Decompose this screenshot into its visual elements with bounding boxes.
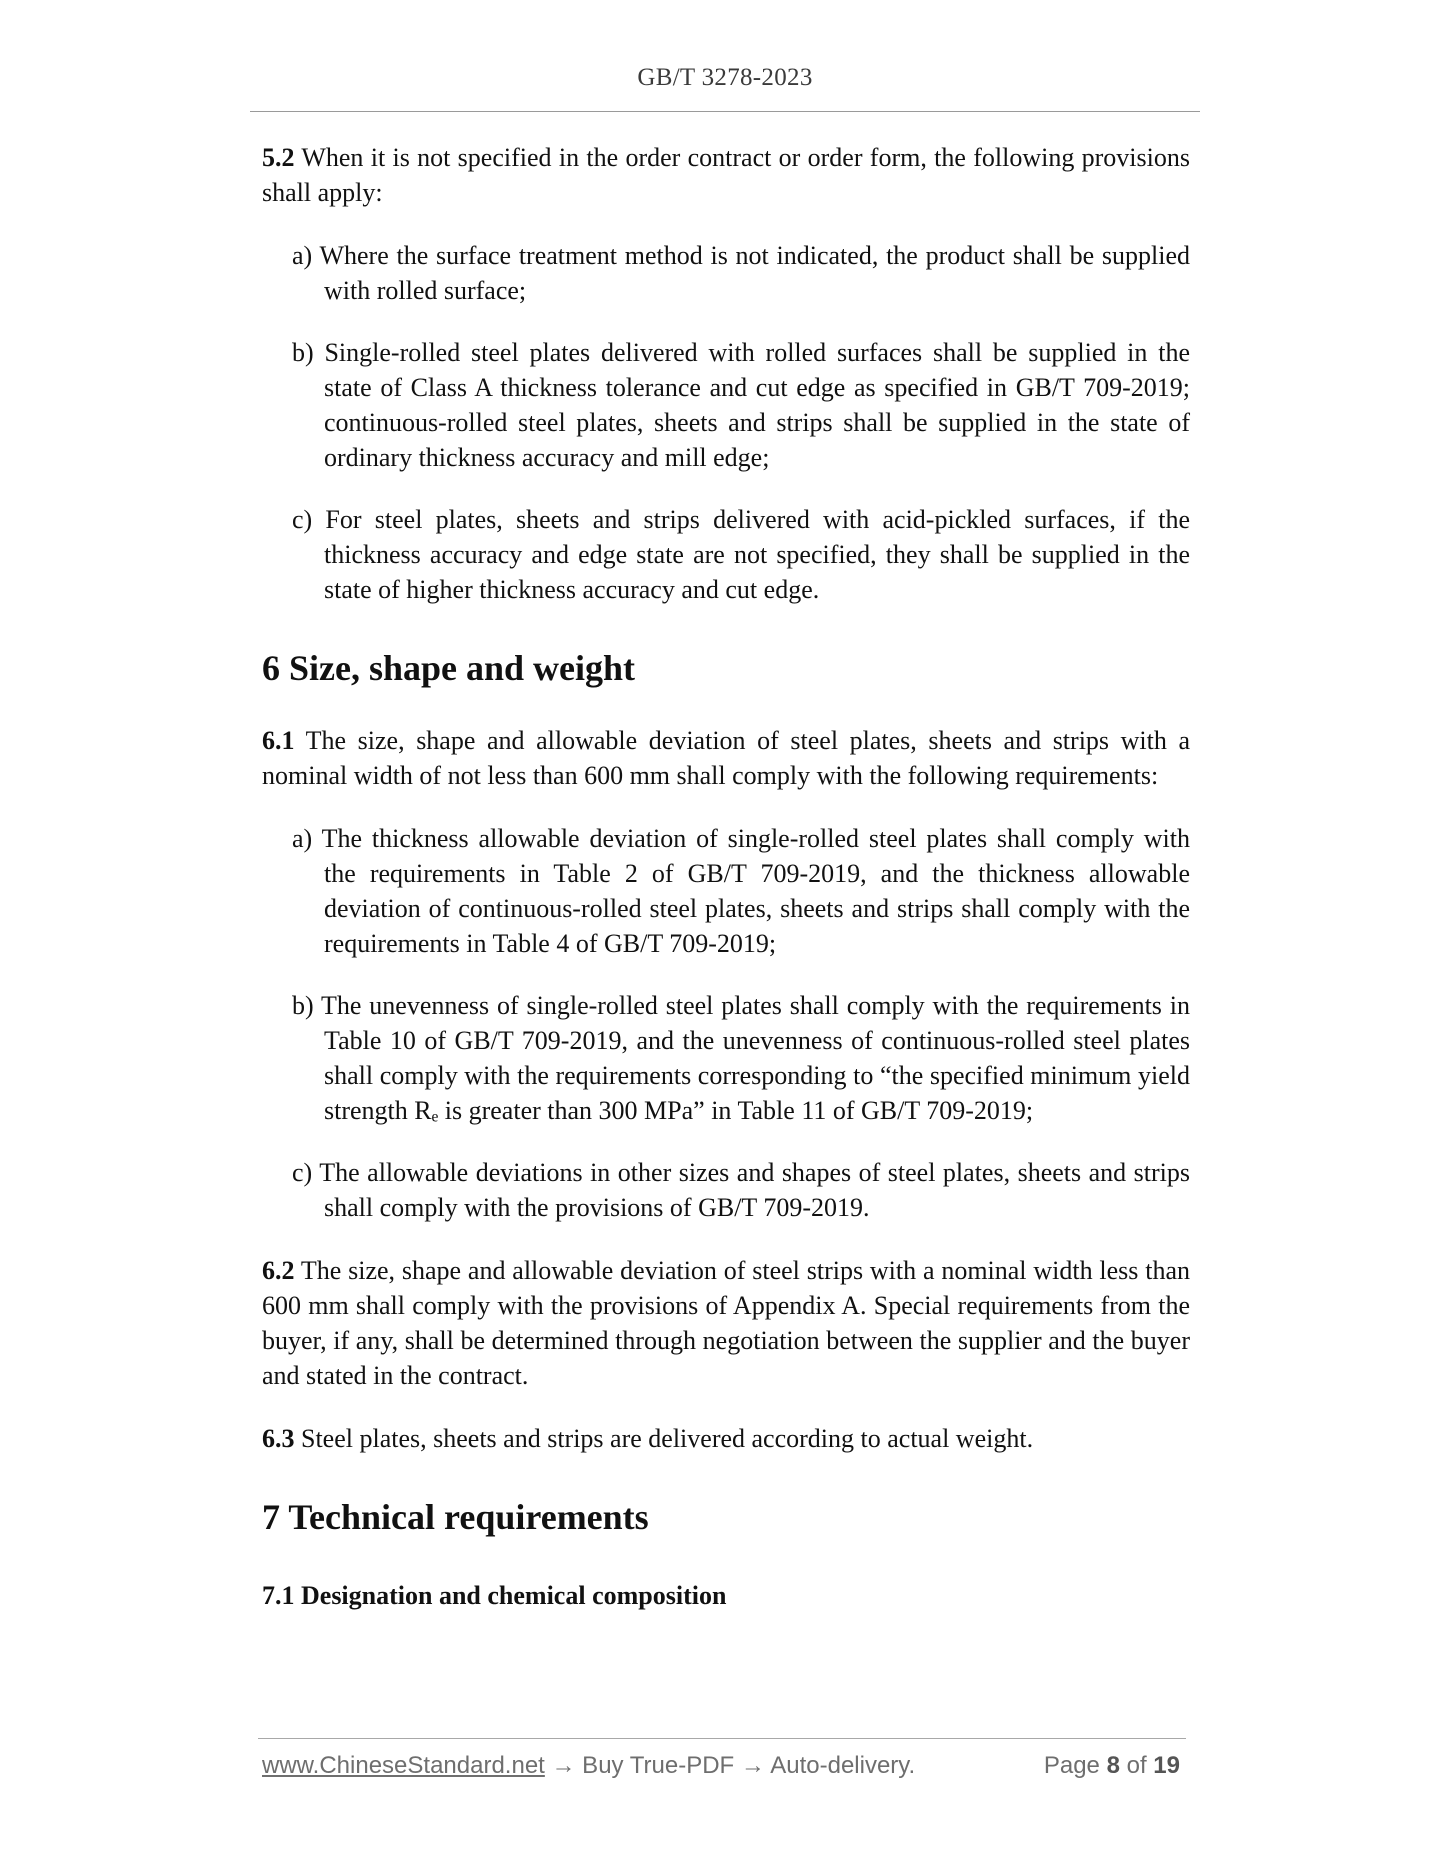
page-total: 19 bbox=[1153, 1752, 1180, 1779]
document-header: GB/T 3278-2023 bbox=[637, 64, 813, 91]
clause-6-1 bbox=[262, 723, 1190, 793]
page-current: 8 bbox=[1106, 1752, 1120, 1779]
list-item: b) Single-rolled steel plates delivered with rolled surfaces shall be supplied in the state of Class A thickness tolerance and cut edge as specified in GB/T 709-2019; continuous-rolled steel plates, sheets and strips shall be supplied in the state of ordinary thickness accuracy and mill edge; bbox=[292, 338, 1190, 472]
list-item: b) The unevenness of single-rolled steel plates shall comply with the requirements in Table 10 of GB/T 709-2019, and the unevenness of continuous-rolled steel plates shall comply with the requirements corresponding to “the specified minimum yield strength Rₑ is greater than 300 MPa” in Table 11 of GB/T 709-2019; bbox=[292, 991, 1190, 1125]
page-number bbox=[1044, 1752, 1180, 1780]
list-item: a) The thickness allowable deviation of single-rolled steel plates shall comply with the requirements in Table 2 of GB/T 709-2019, and the thickness allowable deviation of continuous-rolled steel plates, sheets and strips shall comply with the requirements in Table 4 of GB/T 709-2019; bbox=[292, 824, 1190, 958]
section-heading-6: 6 Size, shape and weight bbox=[262, 648, 636, 688]
header-divider bbox=[250, 111, 1200, 112]
clause-text: Steel plates, sheets and strips are delivered according to actual weight. bbox=[301, 1424, 1034, 1453]
clause-text: When it is not specified in the order contract or order form, the following provisions shall apply: bbox=[262, 143, 1190, 207]
clause-6-1-list bbox=[292, 821, 1190, 1225]
footer-promo bbox=[262, 1752, 915, 1780]
clause-6-2 bbox=[262, 1253, 1190, 1393]
subsection-heading-7-1: 7.1 Designation and chemical composition bbox=[262, 1581, 727, 1610]
clause-5-2-list bbox=[292, 238, 1190, 607]
section-heading-7: 7 Technical requirements bbox=[262, 1497, 649, 1537]
clause-number: 6.2 bbox=[262, 1256, 295, 1285]
website-link[interactable]: www.ChineseStandard.net bbox=[262, 1752, 545, 1779]
page-label: Page bbox=[1043, 1752, 1100, 1779]
clause-text: The size, shape and allowable deviation of steel plates, sheets and strips with a nominal width of not less than 600 mm shall comply with the following requirements: bbox=[262, 726, 1190, 790]
clause-5-2 bbox=[262, 140, 1190, 210]
clause-6-3 bbox=[262, 1421, 1190, 1456]
clause-text: The size, shape and allowable deviation of steel strips with a nominal width less than 600 mm shall comply with the provisions of Appendix A. Special requirements from the buyer, if any, shall be determined through negotiation between the supplier and the buyer and stated in the contract. bbox=[262, 1256, 1191, 1390]
clause-number: 6.3 bbox=[262, 1424, 295, 1453]
list-item: a) Where the surface treatment method is not indicated, the product shall be supplied with rolled surface; bbox=[292, 241, 1190, 305]
footer-divider bbox=[258, 1738, 1186, 1739]
page-content bbox=[262, 140, 1190, 1613]
page-of: of bbox=[1126, 1752, 1147, 1779]
list-item: c) The allowable deviations in other sizes and shapes of steel plates, sheets and strips shall comply with the provisions of GB/T 709-2019. bbox=[292, 1158, 1190, 1222]
clause-number: 6.1 bbox=[262, 726, 295, 755]
footer-tagline: → Buy True-PDF → Auto-delivery. bbox=[544, 1752, 916, 1779]
list-item: c) For steel plates, sheets and strips delivered with acid-pickled surfaces, if the thickness accuracy and edge state are not specified, they shall be supplied in the state of higher thickness accuracy and cut edge. bbox=[292, 505, 1190, 604]
clause-number: 5.2 bbox=[262, 143, 295, 172]
